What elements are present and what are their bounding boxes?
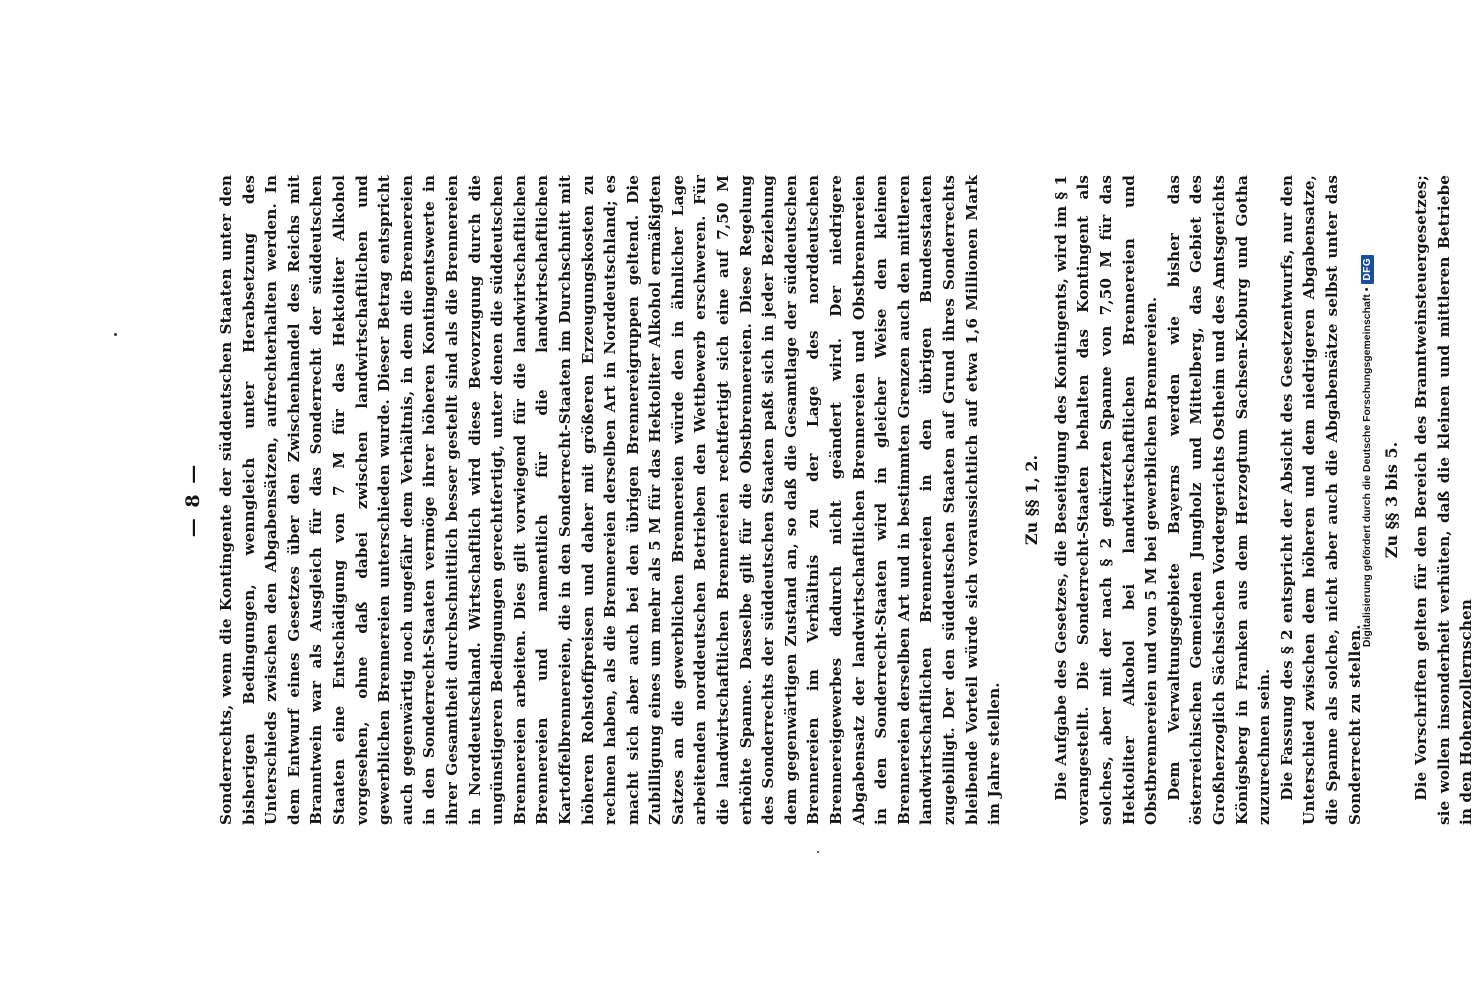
scan-speck [817, 851, 819, 853]
page-number: — 8 — [182, 462, 204, 538]
digitization-credit [1357, 0, 1379, 1000]
paragraph: Die Vorschriften gelten für den Bereich des Branntweinsteuergesetzes; sie wollen insonderheit verhüten, daß die kleinen und mittleren Betriebe in den Hohenzollernschen [1412, 175, 1476, 825]
section-heading: Zu §§ 3 bis 5. [1382, 441, 1402, 559]
paragraph: Sonderrechts, wenn die Kontingente der süddeutschen Staaten unter den bisherigen Bedingungen, wenngleich unter Herabsetzung des Unterschieds zwischen den Abgabensätzen, aufrechterhalten werden. In dem Entwurf eines Gesetzes über den Zwischenhandel des Reichs mit Branntwein war als Ausgleich für das Sonderrecht der süddeutschen Staaten eine Entschädigung von 7 M für das Hektoliter Alkohol vorgesehen, ohne daß dabei zwischen landwirtschaftlichen und gewerblichen Brennereien unterschieden wurde. Dieser Betrag entspricht auch gegenwärtig noch ungefähr dem Verhältnis, in dem die Brennereien in den Sonderrecht-Staaten vermöge ihrer höheren Kontingentswerte in ihrer Gesamtheit durchschnittlich besser gestellt sind als die Brennereien in Norddeutschland. Wirtschaftlich wird diese Bevorzugung durch die ungünstigeren Bedingungen gerechtfertigt, unter denen die süddeutschen Brennereien arbeiten. Dies gilt vorwiegend für die landwirtschaftlichen Brennereien und namentlich für die landwirtschaftlichen Kartoffelbrennereien, die in den Sonderrecht-Staaten im Durchschnitt mit höheren Rohstoffpreisen und daher mit größeren Erzeugungskosten zu rechnen haben, als die Brennereien derselben Art in Norddeutschland; es macht sich aber auch bei den übrigen Brennereigruppen geltend. Die Zubilligung eines um mehr als 5 M für das Hektoliter Alkohol ermäßigten Satzes an die gewerblichen Brennereien würde den in ähnlicher Lage arbeitenden norddeutschen Betrieben den Wettbewerb erschweren. Für die landwirtschaftlichen Brennereien rechtfertigt sich eine auf 7,50 M erhöhte Spanne. Dasselbe gilt für die Obstbrennereien. Diese Regelung des Sonderrechts der süddeutschen Staaten paßt sich in jeder Beziehung dem gegenwärtigen Zustand an, so daß die Gesamtlage der süddeutschen Brennereien im Verhältnis zu der Lage des norddeutschen Brennereigewerbes dadurch nicht geändert wird. Der niedrigere Abgabensatz der landwirtschaftlichen Brennereien und Obstbrennereien in den Sonderrecht-Staaten wird in gleicher Weise den kleinen Brennereien derselben Art und in bestimmten Grenzen auch den mittleren landwirtschaftlichen Brennereien in den übrigen Bundesstaaten zugebilligt. Der den süddeutschen Staaten auf Grund ihres Sonderrechts bleibende Vorteil würde sich voraussichtlich auf etwa 1,6 Millionen Mark im Jahre stellen. [217, 175, 1004, 825]
section-1 [1020, 175, 1366, 825]
section-heading: Zu §§ 1, 2. [1021, 454, 1041, 546]
section-2 [1380, 175, 1478, 825]
paragraph: Die Fassung des § 2 entspricht der Absicht des Gesetzentwurfs, nur den Unterschied zwischen dem höheren und dem niedrigeren Abgabensatze, die Spanne als solche, nicht aber auch die Abgabensätze selbst unter das Sonderrecht zu stellen. [1277, 175, 1364, 825]
scan-speck [114, 333, 117, 336]
dfg-logo: DFG [1361, 255, 1374, 284]
main-text-block [215, 175, 1006, 825]
paragraph: Die Aufgabe des Gesetzes, die Beseitigung des Kontingents, wird im § 1 vorangestellt. Die Sonderrecht-Staaten behalten das Kontingent als solches, aber mit der nach § 2 gekürzten Spanne von 7,50 M für das Hektoliter Alkohol bei landwirtschaftlichen Brennereien und Obstbrennereien und von 5 M bei gewerblichen Brennereien. [1051, 175, 1161, 825]
paragraph: Dem Verwaltungsgebiete Bayerns werden wie bisher das österreichischen Gemeinden Jungholz und Mittelberg, das Gebiet des Großherzoglich Sächsischen Vordergerichts Ostheim und des Amtsgerichts Königsberg in Franken aus dem Herzogtum Sachsen-Koburg und Gotha zuzurechnen sein. [1164, 175, 1274, 825]
digitization-credit-text: Digitalisierung gefördert durch die Deutsche Forschungsgemeinschaft • [1361, 287, 1373, 648]
